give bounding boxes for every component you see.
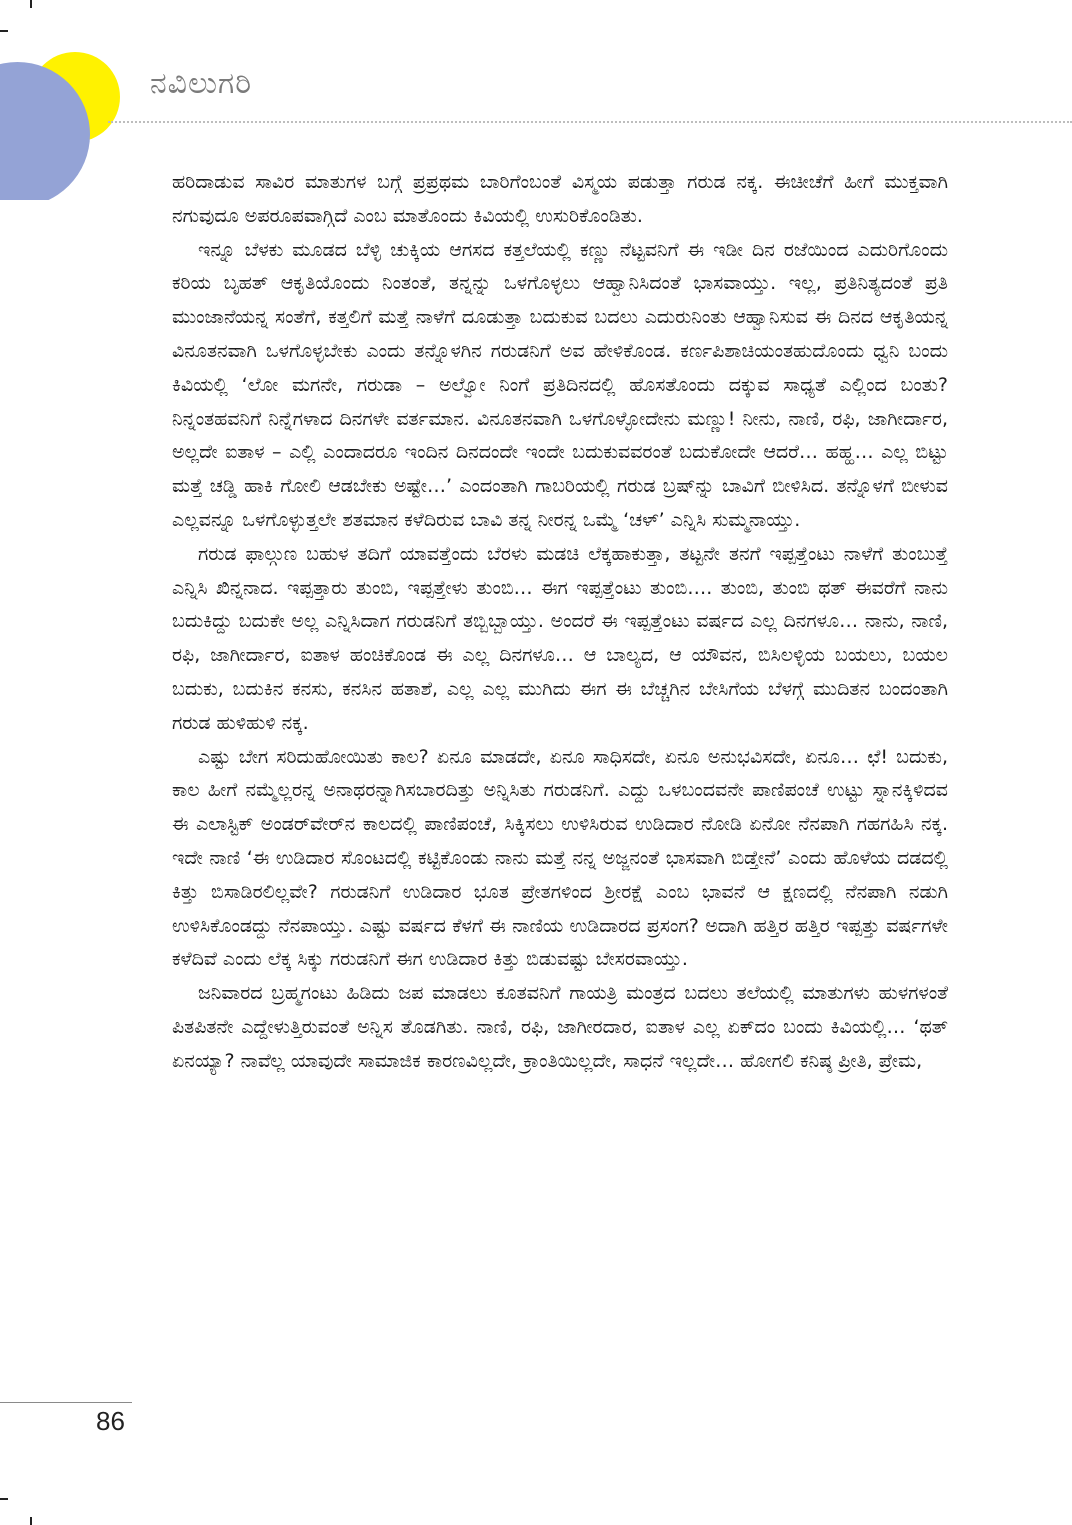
paragraph-1: ಹರಿದಾಡುವ ಸಾವಿರ ಮಾತುಗಳ ಬಗ್ಗೆ ಪ್ರಪ್ರಥಮ ಬಾರಿಗೆಂಬಂತೆ ವಿಸ್ಮಯ ಪಡುತ್ತಾ ಗರುಡ ನಕ್ಕ. ಈಚೀಚೆಗೆ ಹೀಗೆ ಮುಕ್ತವಾಗಿ ನಗುವುದೂ ಅಪರೂಪವಾಗ್ಗಿದೆ ಎಂಬ ಮಾತೊಂದು ಕಿವಿಯಲ್ಲಿ ಉಸುರಿಕೊಂಡಿತು. (172, 171, 948, 227)
crop-mark-left-bottom (0, 1498, 8, 1500)
paragraph-3: ಗರುಡ ಫಾಲ್ಗುಣ ಬಹುಳ ತದಿಗೆ ಯಾವತ್ತೆಂದು ಬೆರಳು ಮಡಚಿ ಲೆಕ್ಕಹಾಕುತ್ತಾ, ತಟ್ಟನೇ ತನಗೆ ಇಪ್ಪತ್ತೆಂಟು ನಾಳೆಗೆ ತುಂಬುತ್ತೆ ಎನ್ನಿಸಿ ಖಿನ್ನನಾದ. ಇಪ್ಪತ್ತಾರು ತುಂಬಿ, ಇಪ್ಪತ್ತೇಳು ತುಂಬಿ… ಈಗ ಇಪ್ಪತ್ತೆಂಟು ತುಂಬಿ…. ತುಂಬಿ, ತುಂಬಿ ಥತ್ ಈವರೆಗೆ ನಾನು ಬದುಕಿದ್ದು ಬದುಕೇ ಅಲ್ಲ ಎನ್ನಿಸಿದಾಗ ಗರುಡನಿಗೆ ತಬ್ಬಿಬ್ಬಾಯ್ತು. ಅಂದರೆ ಈ ಇಪ್ಪತ್ತೆಂಟು ವರ್ಷದ ಎಲ್ಲ ದಿನಗಳೂ… ನಾನು, ನಾಣಿ, ರಫಿ, ಜಾಗೀರ್ದಾರ, ಐತಾಳ ಹಂಚಿಕೊಂಡ ಈ ಎಲ್ಲ ದಿನಗಳೂ… ಆ ಬಾಲ್ಯದ, ಆ ಯೌವನ, ಬಿಸಿಲಳ್ಳಿಯ ಬಯಲು, ಬಯಲ ಬದುಕು, ಬದುಕಿನ ಕನಸು, ಕನಸಿನ ಹತಾಶೆ, ಎಲ್ಲ ಎಲ್ಲ ಮುಗಿದು ಈಗ ಈ ಬೆಚ್ಚಗಿನ ಬೇಸಿಗೆಯ ಬೆಳಗ್ಗೆ ಮುದಿತನ ಬಂದಂತಾಗಿ ಗರುಡ ಹುಳಿಹುಳಿ ನಕ್ಕ. (172, 542, 948, 734)
body-text (172, 166, 948, 1079)
page-number: 86 (96, 1406, 125, 1436)
footer-rule (0, 1402, 132, 1403)
paragraph-2: ಇನ್ನೂ ಬೆಳಕು ಮೂಡದ ಬೆಳ್ಳಿ ಚುಕ್ಕಿಯ ಆಗಸದ ಕತ್ತಲೆಯಲ್ಲಿ ಕಣ್ಣು ನೆಟ್ಟವನಿಗೆ ಈ ಇಡೀ ದಿನ ರಜೆಯಿಂದ ಎದುರಿಗೊಂದು ಕರಿಯ ಬೃಹತ್ ಆಕೃತಿಯೊಂದು ನಿಂತಂತೆ, ತನ್ನನ್ನು ಒಳಗೊಳ್ಳಲು ಆಹ್ವಾನಿಸಿದಂತೆ ಭಾಸವಾಯ್ತು. ಇಲ್ಲ, ಪ್ರತಿನಿತ್ಯದಂತೆ ಪ್ರತಿ ಮುಂಜಾನೆಯನ್ನ ಸಂತೆಗೆ, ಕತ್ತಲಿಗೆ ಮತ್ತೆ ನಾಳೆಗೆ ದೂಡುತ್ತಾ ಬದುಕುವ ಬದಲು ಎದುರುನಿಂತು ಆಹ್ವಾನಿಸುವ ಈ ದಿನದ ಆಕೃತಿಯನ್ನ ವಿನೂತನವಾಗಿ ಒಳಗೊಳ್ಳಬೇಕು ಎಂದು ತನ್ನೊಳಗಿನ ಗರುಡನಿಗೆ ಅವ ಹೇಳಿಕೊಂಡ. ಕರ್ಣಪಿಶಾಚಿಯಂತಹುದೊಂದು ಧ್ವನಿ ಬಂದು ಕಿವಿಯಲ್ಲಿ ‘ಲೋ ಮಗನೇ, ಗರುಡಾ – ಅಲ್ವೋ ನಿಂಗೆ ಪ್ರತಿದಿನದಲ್ಲಿ ಹೊಸತೊಂದು ದಕ್ಕುವ ಸಾಧ್ಯತೆ ಎಲ್ಲಿಂದ ಬಂತು? ನಿನ್ನಂತಹವನಿಗೆ ನಿನ್ನೆಗಳಾದ ದಿನಗಳೇ ವರ್ತಮಾನ. ವಿನೂತನವಾಗಿ ಒಳಗೊಳ್ಳೋದೇನು ಮಣ್ಣು! ನೀನು, ನಾಣಿ, ರಫಿ, ಜಾಗೀರ್ದಾರ, ಅಲ್ಲದೇ ಐತಾಳ – ಎಲ್ಲಿ ಎಂದಾದರೂ ಇಂದಿನ ದಿನದಂದೇ ಇಂದೇ ಬದುಕುವವರಂತೆ ಬದುಕೋದೇ ಆದರೆ… ಹಹ್ಹ… ಎಲ್ಲ ಬಿಟ್ಟು ಮತ್ತೆ ಚಡ್ಡಿ ಹಾಕಿ ಗೋಲಿ ಆಡಬೇಕು ಅಷ್ಟೇ…’ ಎಂದಂತಾಗಿ ಗಾಬರಿಯಲ್ಲಿ ಗರುಡ ಬ್ರಷ್‌ನ್ನು ಬಾವಿಗೆ ಬೀಳಿಸಿದ. ತನ್ನೊಳಗೆ ಬೀಳುವ ಎಲ್ಲವನ್ನೂ ಒಳಗೊಳ್ಳುತ್ತಲೇ ಶತಮಾನ ಕಳೆದಿರುವ ಬಾವಿ ತನ್ನ ನೀರನ್ನ ಒಮ್ಮೆ ‘ಚಳ್’ ಎನ್ನಿಸಿ ಸುಮ್ಮನಾಯ್ತು. (172, 238, 948, 531)
header-decoration (0, 0, 160, 200)
running-head-title: ನವಿಲುಗರಿ (150, 66, 253, 101)
paragraph-5: ಜನಿವಾರದ ಬ್ರಹ್ಮಗಂಟು ಹಿಡಿದು ಜಪ ಮಾಡಲು ಕೂತವನಿಗೆ ಗಾಯತ್ರಿ ಮಂತ್ರದ ಬದಲು ತಲೆಯಲ್ಲಿ ಮಾತುಗಳು ಹುಳಗಳಂತೆ ಪಿತಪಿತನೇ ಎದ್ದೇಳುತ್ತಿರುವಂತೆ ಅನ್ನಿಸ ತೊಡಗಿತು. ನಾಣಿ, ರಫಿ, ಜಾಗೀರದಾರ, ಐತಾಳ ಎಲ್ಲ ಏಕ್‌ದಂ ಬಂದು ಕಿವಿಯಲ್ಲಿ… ‘ಥತ್ ಏನಯ್ಯಾ? ನಾವೆಲ್ಲ ಯಾವುದೇ ಸಾಮಾಜಿಕ ಕಾರಣವಿಲ್ಲದೇ, ಕ್ರಾಂತಿಯಿಲ್ಲದೇ, ಸಾಧನೆ ಇಲ್ಲದೇ… ಹೋಗಲಿ ಕನಿಷ್ಠ ಪ್ರೀತಿ, ಪ್ರೇಮ, (172, 982, 948, 1072)
header-dotted-rule (108, 121, 1072, 123)
crop-mark-bottom-left (30, 1517, 32, 1525)
paragraph-4: ಎಷ್ಟು ಬೇಗ ಸರಿದುಹೋಯಿತು ಕಾಲ? ಏನೂ ಮಾಡದೇ, ಏನೂ ಸಾಧಿಸದೇ, ಏನೂ ಅನುಭವಿಸದೇ, ಏನೂ… ಛೆ! ಬದುಕು, ಕಾಲ ಹೀಗೆ ನಮ್ಮೆಲ್ಲರನ್ನ ಅನಾಥರನ್ನಾಗಿಸಬಾರದಿತ್ತು ಅನ್ನಿಸಿತು ಗರುಡನಿಗೆ. ಎದ್ದು ಒಳಬಂದವನೇ ಪಾಣಿಪಂಚೆ ಉಟ್ಟು ಸ್ನಾನಕ್ಕಿಳಿದವ ಈ ಎಲಾಸ್ಟಿಕ್ ಅಂಡರ್‌ವೇರ್‌ನ ಕಾಲದಲ್ಲಿ ಪಾಣಿಪಂಚೆ, ಸಿಕ್ಕಿಸಲು ಉಳಿಸಿರುವ ಉಡಿದಾರ ನೋಡಿ ಏನೋ ನೆನಪಾಗಿ ಗಹಗಹಿಸಿ ನಕ್ಕ. ಇದೇ ನಾಣಿ ‘ಈ ಉಡಿದಾರ ಸೊಂಟದಲ್ಲಿ ಕಟ್ಟಿಕೊಂಡು ನಾನು ಮತ್ತೆ ನನ್ನ ಅಜ್ಜನಂತೆ ಭಾಸವಾಗಿ ಬಿಡ್ತೇನೆ’ ಎಂದು ಹೊಳೆಯ ದಡದಲ್ಲಿ ಕಿತ್ತು ಬಿಸಾಡಿರಲಿಲ್ಲವೇ? ಗರುಡನಿಗೆ ಉಡಿದಾರ ಭೂತ ಪ್ರೇತಗಳಿಂದ ಶ್ರೀರಕ್ಷೆ ಎಂಬ ಭಾವನೆ ಆ ಕ್ಷಣದಲ್ಲಿ ನೆನಪಾಗಿ ನಡುಗಿ ಉಳಿಸಿಕೊಂಡದ್ದು ನೆನಪಾಯ್ತು. ಎಷ್ಟು ವರ್ಷದ ಕೆಳಗೆ ಈ ನಾಣಿಯ ಉಡಿದಾರದ ಪ್ರಸಂಗ? ಅದಾಗಿ ಹತ್ತಿರ ಹತ್ತಿರ ಇಪ್ಪತ್ತು ವರ್ಷಗಳೇ ಕಳೆದಿವೆ ಎಂದು ಲೆಕ್ಕ ಸಿಕ್ಕು ಗರುಡನಿಗೆ ಈಗ ಉಡಿದಾರ ಕಿತ್ತು ಬಿಡುವಷ್ಟು ಬೇಸರವಾಯ್ತು. (172, 745, 948, 971)
